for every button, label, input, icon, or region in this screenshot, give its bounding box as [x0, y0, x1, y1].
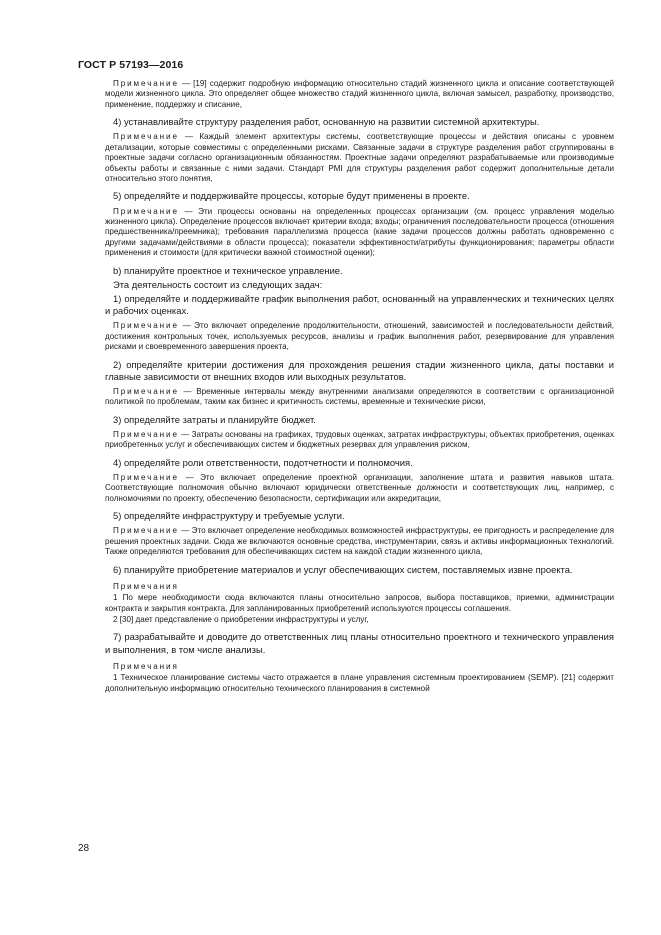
note-paragraph [105, 79, 614, 110]
activity-heading [105, 265, 614, 277]
note-text: — Временные интервалы между внутренними анализами определяются в соответствии с организационной политикой по проблемам, таким как бизнес и критичность системы, временные и технические риски, [105, 386, 615, 407]
note-text: — Затраты основаны на графиках, трудовых оценках, затратах инфраструктуры, объектах приобретения, оценках приобретенных услуг и обеспечивающих систем и бюджетных резервах для управления риском, [105, 429, 614, 450]
note-label: Примечание [113, 132, 179, 142]
note-text: 1 Техническое планирование системы часто отражается в плане управления системным проектированием (SEMP). [21] содержит дополнительную информацию относительно технического планирования в системной [105, 673, 614, 693]
task-text: 5) определяйте инфраструктуру и требуемые услуги. [113, 510, 345, 522]
task-text: 5) определяйте и поддерживайте процессы, которые будут применены в проекте. [113, 190, 470, 202]
note-label: Примечание [113, 321, 179, 331]
note-label: Примечание [113, 429, 179, 439]
note-paragraph [105, 593, 614, 614]
note-text: — Каждый элемент архитектуры системы, соответствующие процессы и действия описаны с уровнем детализации, которые совместимы с определенными рисками. Связанные задачи в структуре разделения работ сгруппированы в проектные задачи согласно организационным обязанностям. Проектные задачи определяют разрабатываемые или производимые объекты работы и связанные с ними задачи. Стандарт PMI для структуры разделения работ содержит дополнительные детали относительно этого понятия, [105, 132, 614, 184]
task-text: 6) планируйте приобретение материалов и услуг обеспечивающих систем, поставляемых извне проекта. [113, 563, 573, 575]
task-text: 7) разрабатывайте и доводите до ответственных лиц планы относительно проектного и технического управления и выполнения, в том числе анализы. [105, 631, 614, 655]
note-text: — Это включает определение продолжительности, отношений, зависимостей и последовательности действий, достижения контрольных точек, используемых ресурсов, анализы и график выполнения работ, резервирование для управления рисками и своевременного завершения проекта, [105, 321, 614, 352]
document-body [105, 79, 614, 694]
activity-subtitle-text: Эта деятельность состоит из следующих задач: [113, 278, 323, 290]
note-text: — Это включает определение необходимых возможностей инфраструктуры, ее пригодность и распределение для решения проектных задачи. Сюда же включаются основные средства, инструментарии, связь и активы информационных технологий. Также определяются требования для обеспечивающих систем на каждой стадии жизненного цикла, [105, 526, 615, 557]
note-text: 1 По мере необходимости сюда включаются планы относительно запросов, выбора поставщиков, приемки, администрации контракта и закрытия контракта. Для запланированных приобретений используются процессы соглашения. [105, 593, 614, 613]
note-label: Примечание [113, 472, 179, 482]
note-text: — [19] содержит подробную информацию относительно стадий жизненного цикла и описание соответствующей модели жизненного цикла. Это определяет общее множество стадий жизненного цикла, включая замысел, разработку, производство, применение, поддержку и списание, [105, 79, 615, 109]
notes-label: Примечания [113, 661, 179, 671]
note-label: Примечание [113, 79, 179, 88]
note-paragraph [105, 526, 614, 557]
note-text: — Эти процессы основаны на определенных процессах организации (см. процесс управления моделью жизненного цикла). Определение процессов включает критерии входа; входы; ограничения последовательности процесса (отношения предшественника/преемника); требования параллелизма процесса (какие задачи процессов должны работать одновременно с другими задачами/действиями в области процесса); показатели эффективности/атрибуты функционирования; параметры области применения и стоимости (для критически важной стоимостной оценки); [105, 206, 615, 258]
task-item [105, 510, 614, 522]
page-header: ГОСТ Р 57193—2016 [78, 59, 184, 71]
note-paragraph [105, 673, 614, 694]
task-item [105, 457, 614, 469]
notes-heading [105, 662, 614, 672]
note-paragraph [105, 615, 614, 625]
task-item [105, 564, 614, 576]
task-item [105, 631, 614, 655]
task-item [105, 116, 614, 128]
note-text: — Это включает определение проектной организации, заполнение штата и развития навыков штата. Соответствующие полномочия обычно включают юридически ответственные должности и соответствующих лиц, например, с полномочиями по проекту, обеспечению безопасности, сертификации или аккредитации, [105, 472, 615, 503]
task-text: 4) определяйте роли ответственности, подотчетности и полномочия. [113, 456, 413, 468]
task-text: 3) определяйте затраты и планируйте бюджет. [113, 413, 316, 425]
task-item [105, 293, 614, 317]
note-paragraph [105, 132, 614, 184]
task-text: 4) устанавливайте структуру разделения работ, основанную на развитии системной архитектуры. [113, 116, 540, 128]
note-paragraph [105, 473, 614, 504]
page-number: 28 [78, 843, 90, 854]
activity-text: b) планируйте проектное и техническое управление. [113, 264, 343, 276]
note-text: 2 [30] дает представление о приобретении инфраструктуры и услуг, [113, 615, 369, 625]
note-label: Примечание [113, 386, 179, 396]
note-paragraph [105, 321, 614, 352]
note-paragraph [105, 430, 614, 451]
note-paragraph [105, 387, 614, 408]
task-text: 2) определяйте критерии достижения для прохождения решения стадии жизненного цикла, даты поставки и главные зависимости от внешних входов или выходных результатов. [105, 358, 614, 382]
task-item [105, 190, 614, 202]
activity-subtitle [105, 279, 614, 291]
task-text: 1) определяйте и поддерживайте график выполнения работ, основанный на управленческих и технических целях и рабочих оценках. [105, 292, 614, 317]
notes-label: Примечания [113, 581, 179, 591]
notes-heading [105, 582, 614, 592]
task-item [105, 414, 614, 426]
note-label: Примечание [113, 526, 179, 536]
note-paragraph [105, 207, 614, 259]
note-label: Примечание [113, 206, 179, 216]
task-item [105, 359, 614, 383]
